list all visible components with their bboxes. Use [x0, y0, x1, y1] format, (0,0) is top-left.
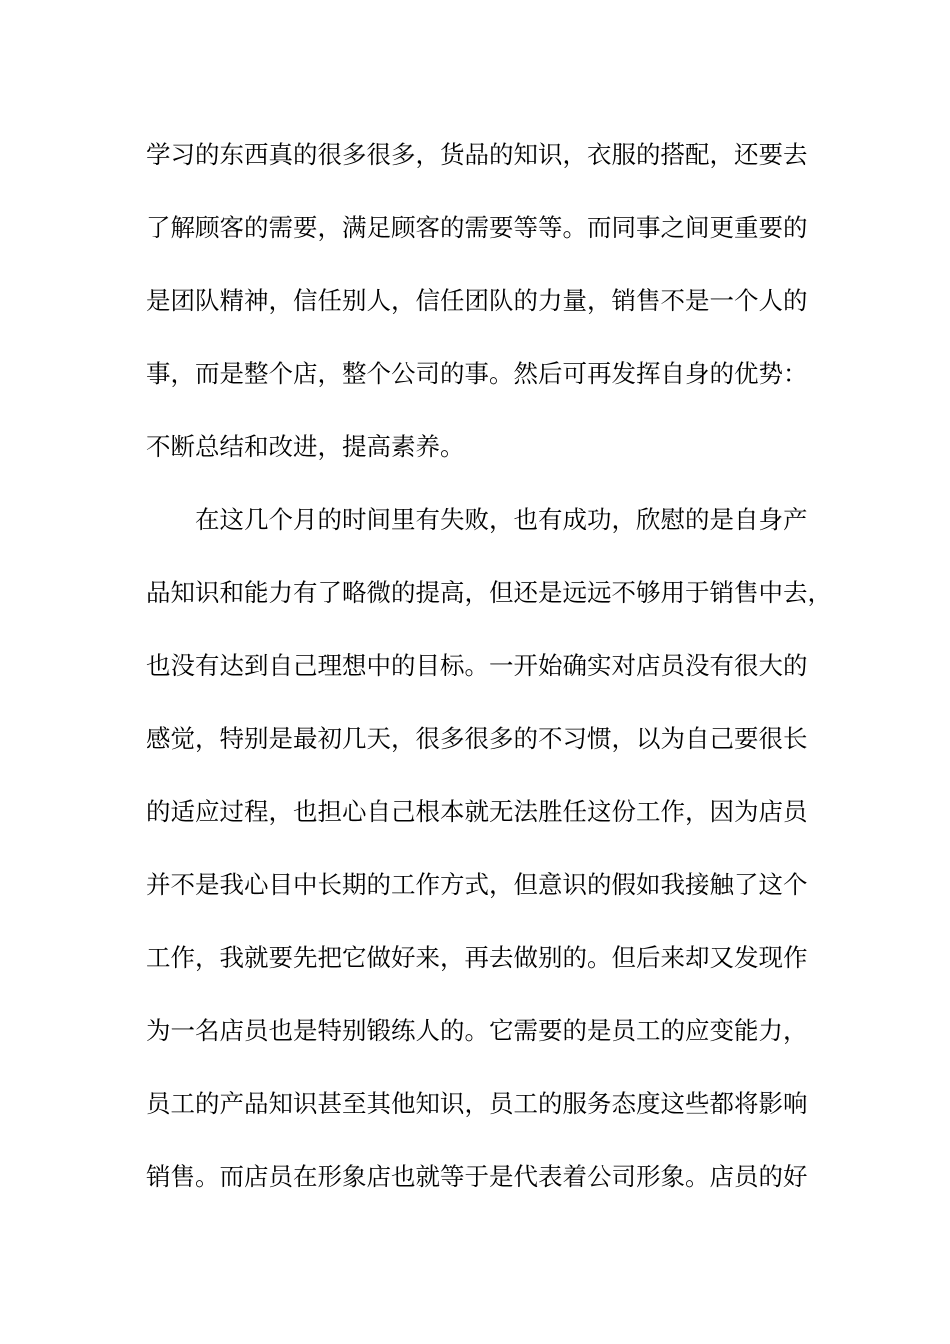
text-line: 员工的产品知识甚至其他知识，员工的服务态度这些都将影响 [146, 1089, 808, 1118]
text-line: 品知识和能力有了略微的提高，但还是远远不够用于销售中去， [146, 578, 832, 607]
text-line: 销售。而店员在形象店也就等于是代表着公司形象。店员的好 [146, 1162, 808, 1191]
text-line: 并不是我心目中长期的工作方式，但意识的假如我接触了这个 [146, 870, 808, 899]
text-line: 不断总结和改进，提高素养。 [146, 432, 465, 461]
text-line: 是团队精神，信任别人，信任团队的力量，销售不是一个人的 [146, 286, 808, 315]
text-line: 也没有达到自己理想中的目标。一开始确实对店员没有很大的 [146, 651, 808, 680]
text-line: 了解顾客的需要，满足顾客的需要等等。而同事之间更重要的 [146, 213, 808, 242]
text-line: 的适应过程，也担心自己根本就无法胜任这份工作，因为店员 [146, 797, 808, 826]
text-line: 学习的东西真的很多很多，货品的知识，衣服的搭配，还要去 [146, 140, 808, 169]
text-line: 工作，我就要先把它做好来，再去做别的。但后来却又发现作 [146, 943, 808, 972]
text-line: 为一名店员也是特别锻练人的。它需要的是员工的应变能力， [146, 1016, 808, 1045]
body-text [146, 132, 832, 1227]
text-line: 感觉，特别是最初几天，很多很多的不习惯，以为自己要很长 [146, 724, 808, 753]
paragraph-1 [146, 132, 816, 497]
paragraph-2 [146, 497, 832, 1227]
text-line: 事，而是整个店，整个公司的事。然后可再发挥自身的优势： [146, 359, 808, 388]
text-line: 在这几个月的时间里有失败，也有成功，欣慰的是自身产 [195, 505, 808, 534]
